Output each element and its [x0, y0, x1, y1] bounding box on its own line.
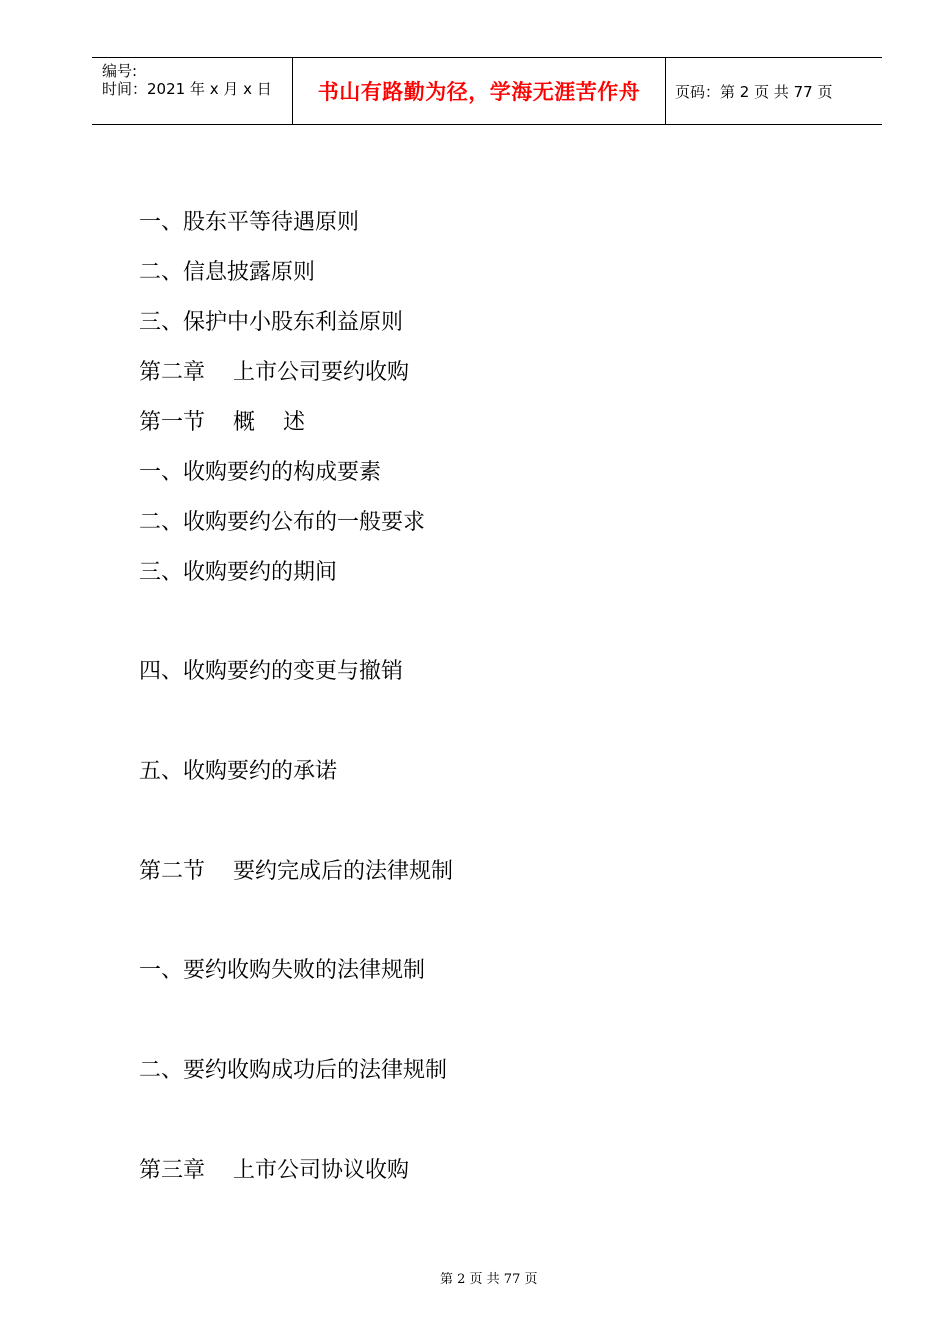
header-page-info: 页码：第 2 页 共 77 页 — [675, 82, 833, 101]
toc-item: 二、要约收购成功后的法律规制 — [139, 1058, 448, 1083]
toc-item: 二、收购要约公布的一般要求 — [139, 510, 426, 535]
toc-item: 四、收购要约的变更与撤销 — [139, 659, 404, 684]
toc-item: 一、收购要约的构成要素 — [139, 460, 382, 485]
toc-item: 三、收购要约的期间 — [139, 560, 338, 585]
header-motto: 书山有路勤为径，学海无涯苦作舟 — [317, 80, 641, 104]
toc-section-heading: 第一节 概 述 — [139, 410, 305, 435]
toc-section-heading: 第二节 要约完成后的法律规制 — [139, 859, 453, 884]
time-label: 时间：2021 年 x 月 x 日 — [102, 80, 272, 98]
toc-chapter-heading: 第三章 上市公司协议收购 — [139, 1158, 409, 1183]
toc-item: 五、收购要约的承诺 — [139, 759, 338, 784]
toc-item: 一、股东平等待遇原则 — [139, 210, 360, 235]
toc-item: 三、保护中小股东利益原则 — [139, 310, 404, 335]
page-header — [92, 57, 882, 125]
toc-chapter-heading: 第二章 上市公司要约收购 — [139, 360, 409, 385]
toc-item: 二、信息披露原则 — [139, 260, 316, 285]
header-meta — [102, 62, 272, 98]
toc-item: 一、要约收购失败的法律规制 — [139, 958, 426, 983]
header-divider — [665, 58, 666, 124]
serial-number-label: 编号: — [102, 62, 138, 80]
page-footer: 第 2 页 共 77 页 — [440, 1272, 538, 1287]
